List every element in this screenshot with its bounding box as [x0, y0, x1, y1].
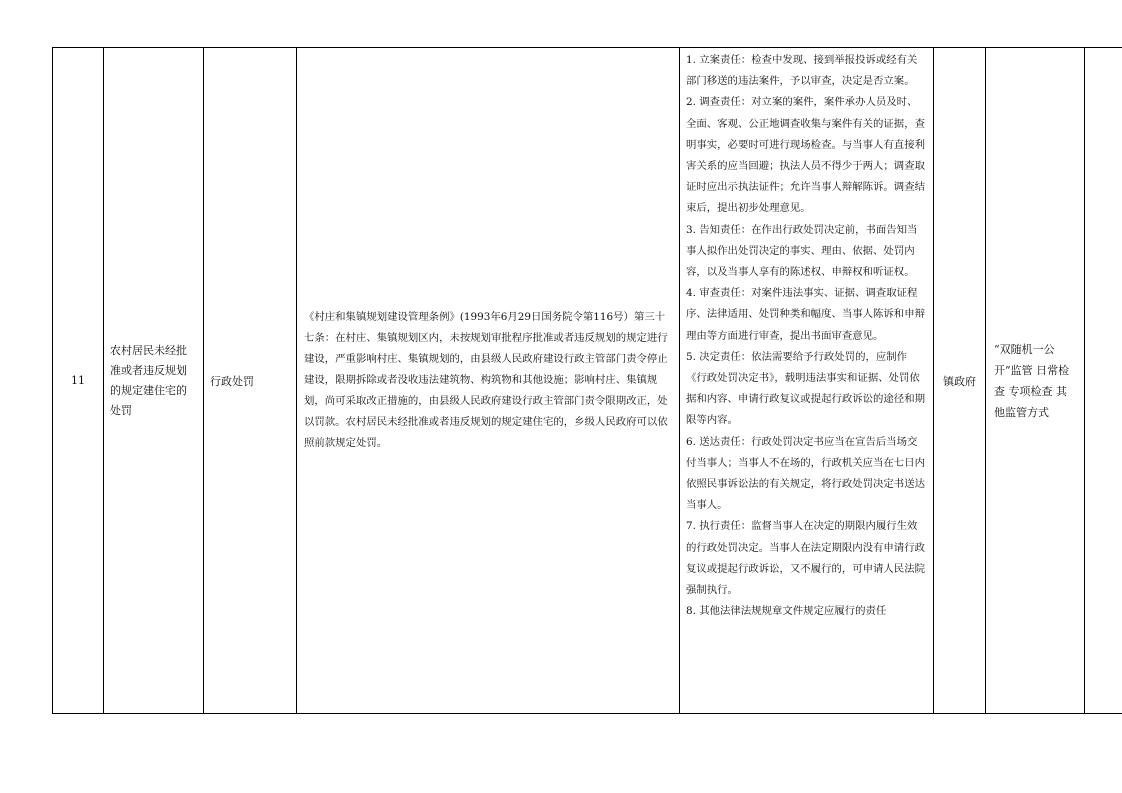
- responsibility-item-3: 3. 告知责任：在作出行政处罚决定前，书面告知当事人拟作出处罚决定的事实、理由、依据、处罚内容，以及当事人享有的陈述权、申辩权和听证权。: [686, 223, 918, 279]
- responsibility-cell: [680, 48, 934, 714]
- authority-table: [52, 47, 1122, 714]
- legal-basis-cell: 《村庄和集镇规划建设管理条例》(1993年6月29日国务院令第116号）第三十七条：在村庄、集镇规划区内，未按规划审批程序批准或者违反规划的规定进行建设，严重影响村庄、集镇规划的，由县级人民政府建设行政主管部门责令停止建设，限期拆除或者没收违法建筑物、构筑物和其他设施；影响村庄、集镇规划，尚可采取改正措施的，由县级人民政府建设行政主管部门责令限期改正，处以罚款。农村居民未经批准或者违反规划的规定建住宅的，乡级人民政府可以依照前款规定处罚。: [297, 48, 680, 714]
- table-row: [53, 48, 1122, 714]
- responsibility-item-8: 8. 其他法律法规规章文件规定应履行的责任: [686, 605, 887, 618]
- item-name-cell: 农村居民未经批准或者违反规划的规定建住宅的处罚: [104, 48, 204, 714]
- responsibility-item-5: 5. 决定责任：依法需要给予行政处罚的，应制作《行政处罚决定书》，载明违法事实和证据、处罚依据和内容、申请行政复议或提起行政诉讼的途径和期限等内容。: [686, 350, 925, 427]
- row-number-cell: 11: [53, 48, 104, 714]
- supervision-method-cell: “双随机一公开”监管 日常检查 专项检查 其他监管方式: [986, 48, 1085, 714]
- category-cell: 行政处罚: [204, 48, 297, 714]
- responsibility-item-6: 6. 送达责任：行政处罚决定书应当在宣告后当场交付当事人；当事人不在场的，行政机关应当在七日内依照民事诉讼法的有关规定，将行政处罚决定书送达当事人。: [686, 435, 925, 512]
- responsibility-item-2: 2. 调查责任：对立案的案件，案件承办人员及时、全面、客观、公正地调查收集与案件有关的证据，查明事实，必要时可进行现场检查。与当事人有直接利害关系的应当回避；执法人员不得少于两人；调查取证时应出示执法证件；允许当事人辩解陈诉。调查结束后，提出初步处理意见。: [686, 96, 925, 215]
- empty-cell-1: [1085, 48, 1122, 714]
- responsibility-item-4: 4. 审查责任：对案件违法事实、证据、调查取证程序、法律适用、处罚种类和幅度、当事人陈诉和申辩理由等方面进行审查，提出书面审查意见。: [686, 287, 925, 342]
- department-cell: 镇政府: [934, 48, 986, 714]
- responsibility-item-7: 7. 执行责任：监督当事人在决定的期限内履行生效的行政处罚决定。当事人在法定期限内没有申请行政复议或提起行政诉讼，又不履行的，可申请人民法院强制执行。: [686, 520, 925, 597]
- responsibility-item-1: 1. 立案责任：检查中发现、接到举报投诉或经有关部门移送的违法案件，予以审查，决定是否立案。: [686, 54, 918, 88]
